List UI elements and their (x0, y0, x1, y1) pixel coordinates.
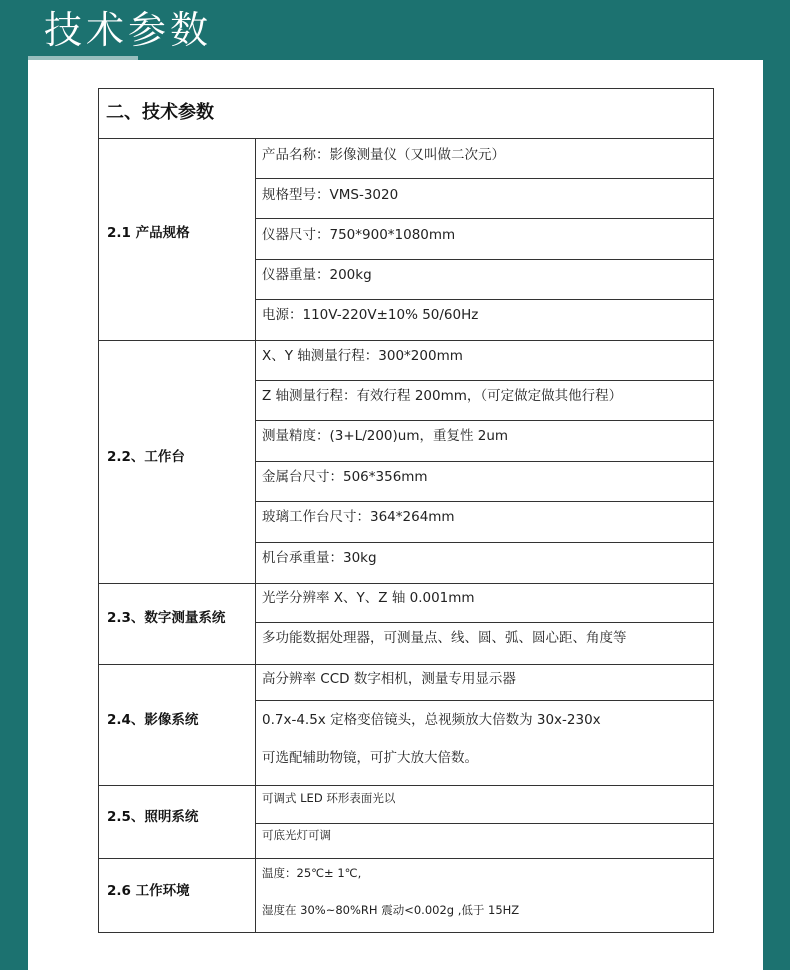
group-divider (98, 664, 714, 665)
spec-row: 湿度在 30%~80%RH 震动<0.002g ,低于 15HZ (262, 903, 520, 917)
row-divider (255, 380, 714, 381)
row-divider (255, 823, 714, 824)
spec-row: 仪器重量：200kg (262, 267, 372, 283)
row-divider (255, 542, 714, 543)
table-header: 二、技术参数 (106, 102, 214, 123)
group-divider (98, 583, 714, 584)
row-divider (255, 218, 714, 219)
row-divider (255, 299, 714, 300)
spec-row: 可底光灯可调 (262, 828, 331, 842)
spec-row: 机台承重量：30kg (262, 550, 377, 566)
group-label-lighting: 2.5、照明系统 (107, 809, 199, 825)
group-label-product-spec: 2.1 产品规格 (107, 225, 190, 241)
spec-row: 测量精度：(3+L/200)um，重复性 2um (262, 428, 509, 444)
spec-row: 金属台尺寸：506*356mm (262, 469, 428, 485)
spec-row: X、Y 轴测量行程：300*200mm (262, 348, 463, 364)
spec-row: 可调式 LED 环形表面光以 (262, 791, 396, 805)
row-divider (255, 259, 714, 260)
row-divider (255, 700, 714, 701)
group-divider (98, 858, 714, 859)
group-label-imaging: 2.4、影像系统 (107, 712, 199, 728)
group-label-worktable: 2.2、工作台 (107, 449, 185, 465)
page-title: 技术参数 (44, 8, 213, 52)
spec-row: 光学分辨率 X、Y、Z 轴 0.001mm (262, 590, 475, 606)
group-label-environment: 2.6 工作环境 (107, 883, 190, 899)
spec-row: 0.7x-4.5x 定格变倍镜头，总视频放大倍数为 30x-230x (262, 712, 601, 728)
spec-row: 产品名称：影像测量仪（又叫做二次元） (262, 147, 505, 163)
row-divider (255, 178, 714, 179)
group-divider (98, 785, 714, 786)
group-divider (98, 340, 714, 341)
row-divider (255, 622, 714, 623)
row-divider (255, 501, 714, 502)
spec-row: 多功能数据处理器，可测量点、线、圆、弧、圆心距、角度等 (262, 630, 627, 646)
spec-row: 玻璃工作台尺寸：364*264mm (262, 509, 455, 525)
spec-row: 可选配辅助物镜，可扩大放大倍数。 (262, 750, 478, 766)
row-divider (255, 461, 714, 462)
spec-row: Z 轴测量行程：有效行程 200mm，（可定做定做其他行程） (262, 388, 623, 404)
spec-row: 电源：110V-220V±10% 50/60Hz (262, 307, 479, 323)
spec-row: 温度：25℃± 1℃, (262, 866, 362, 880)
row-divider (255, 420, 714, 421)
group-label-digital-measure: 2.3、数字测量系统 (107, 610, 226, 626)
spec-row: 规格型号：VMS-3020 (262, 187, 399, 203)
spec-row: 仪器尺寸：750*900*1080mm (262, 227, 456, 243)
label-column-divider (255, 138, 256, 933)
spec-row: 高分辨率 CCD 数字相机，测量专用显示器 (262, 671, 516, 687)
header-divider (98, 138, 714, 139)
